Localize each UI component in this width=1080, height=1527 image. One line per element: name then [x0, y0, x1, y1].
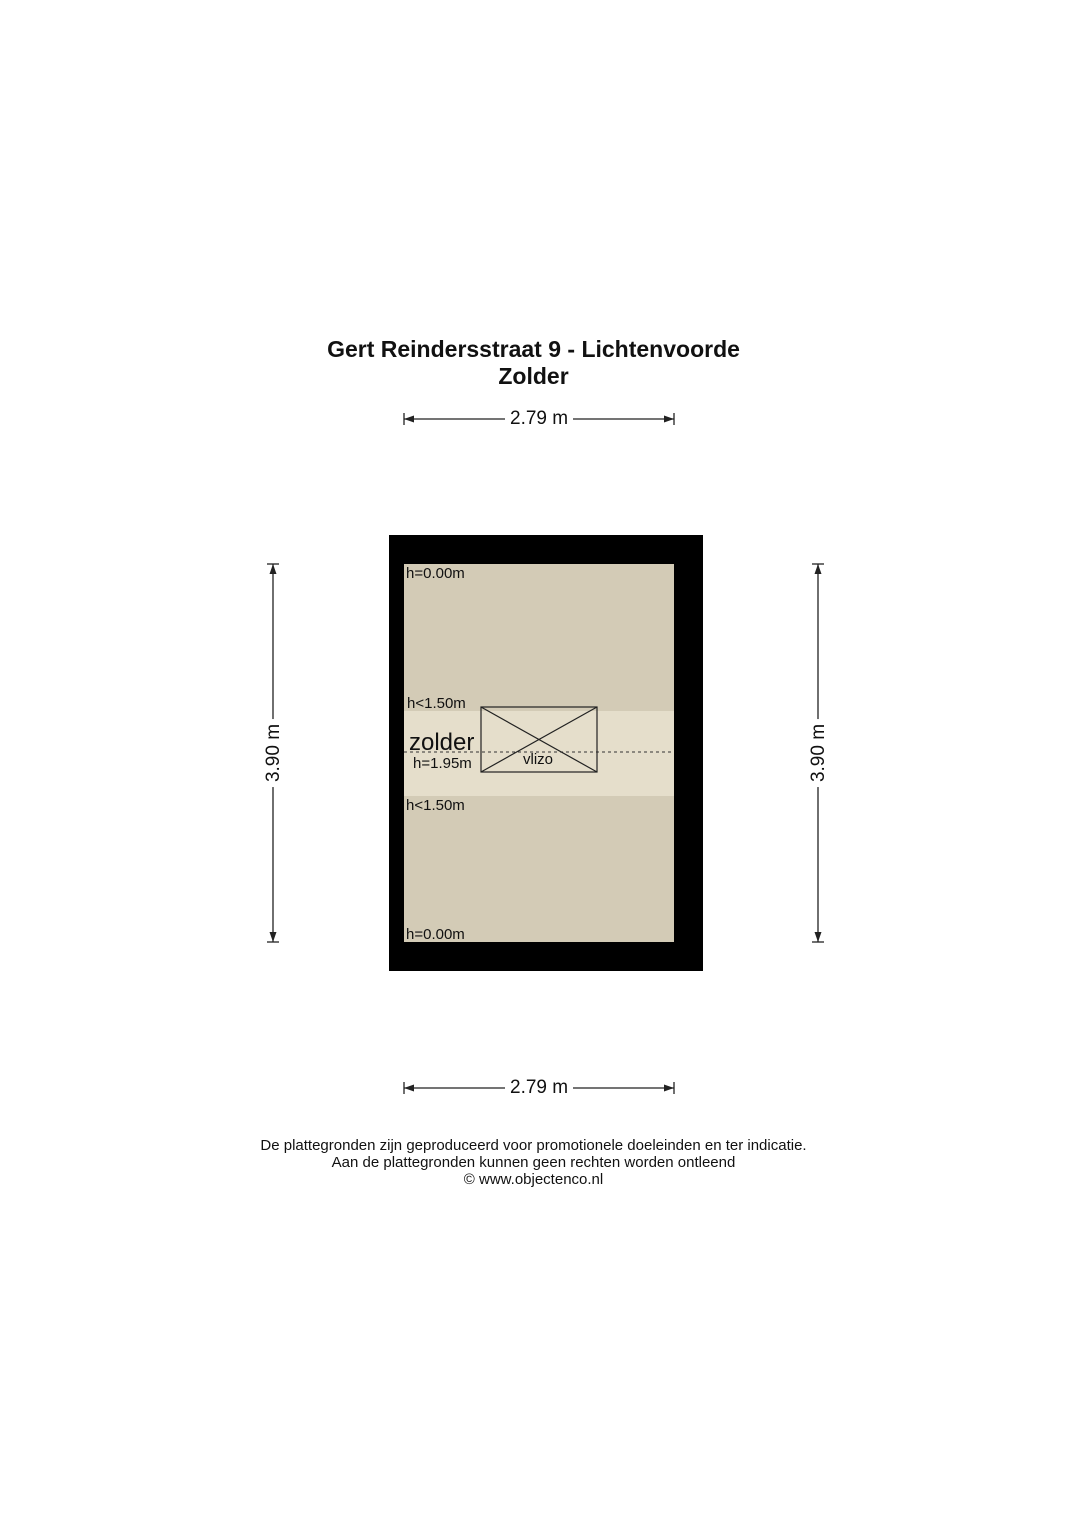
height-label-top: h=0.00m — [406, 565, 465, 582]
hatch-label: vlizo — [523, 751, 554, 768]
floor-title: Zolder — [498, 363, 569, 389]
bottom-width-label: 2.79 m — [505, 1077, 573, 1099]
page-title: Gert Reindersstraat 9 - Lichtenvoorde — [327, 336, 740, 362]
height-label-bottom: h=0.00m — [406, 926, 465, 943]
room-name-label: zolder — [409, 729, 475, 756]
left-height-label: 3.90 m — [263, 719, 285, 787]
disclaimer-line-2: Aan de plattegronden kunnen geen rechten worden ontleend — [331, 1154, 736, 1171]
top-width-label: 2.79 m — [505, 408, 573, 430]
copyright-line: © www.objectenco.nl — [463, 1171, 604, 1188]
height-label-ridge: h=1.95m — [413, 755, 472, 772]
height-label-upper-slope: h<1.50m — [407, 695, 466, 712]
disclaimer-line-1: De plattegronden zijn geproduceerd voor promotionele doeleinden en ter indicatie. — [260, 1137, 807, 1154]
right-height-label: 3.90 m — [808, 719, 830, 787]
height-label-lower-slope: h<1.50m — [406, 797, 465, 814]
